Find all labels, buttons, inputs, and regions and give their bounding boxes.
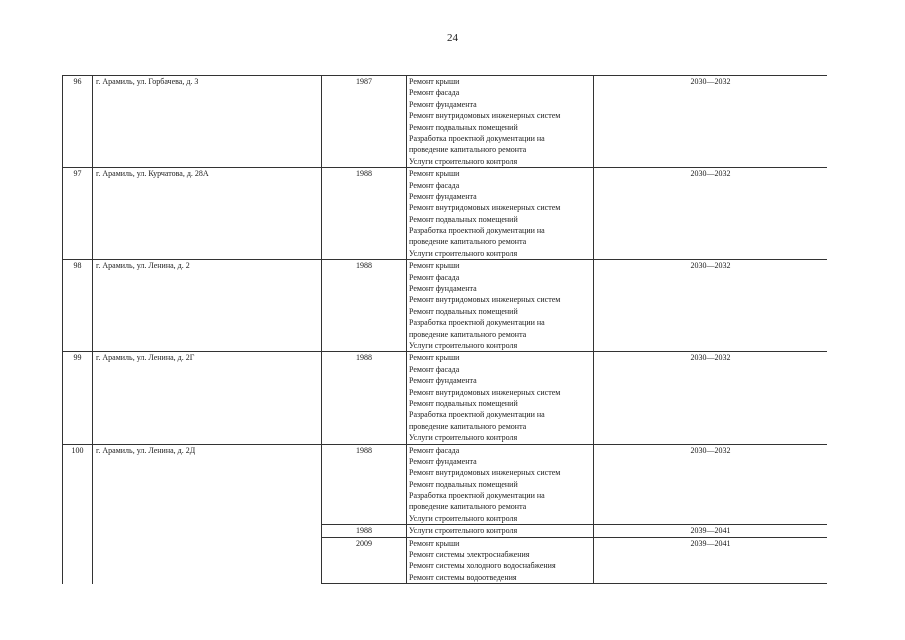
work-item: Ремонт крыши: [409, 538, 460, 548]
row-number: 97: [63, 168, 93, 260]
work-item: проведение капитального ремонта: [409, 329, 527, 339]
year-cell: 1987: [322, 76, 407, 168]
work-item: Ремонт внутридомовых инженерных систем: [409, 203, 561, 213]
work-item: Ремонт системы водоотведения: [409, 572, 517, 582]
work-item: проведение капитального ремонта: [409, 502, 527, 512]
year-cell: 1988: [322, 525, 407, 537]
works-cell: [407, 537, 594, 584]
work-item: Услуги строительного контроля: [409, 433, 518, 443]
address-cell: г. Арамиль, ул. Курчатова, д. 28А: [93, 168, 322, 260]
period-cell: 2030—2032: [594, 260, 828, 352]
work-item: Ремонт фундамента: [409, 191, 477, 201]
work-item: Ремонт внутридомовых инженерных систем: [409, 387, 561, 397]
works-cell: [407, 76, 594, 168]
table-row: [63, 260, 828, 352]
works-cell: [407, 525, 594, 537]
period-cell: 2030—2032: [594, 168, 828, 260]
row-number: 99: [63, 352, 93, 444]
year-cell: 1988: [322, 260, 407, 352]
work-item: Разработка проектной документации на: [409, 410, 545, 420]
work-item: Ремонт системы холодного водоснабжения: [409, 561, 556, 571]
work-item: Ремонт фасада: [409, 272, 460, 282]
works-cell: [407, 260, 594, 352]
work-item: Ремонт подвальных помещений: [409, 479, 518, 489]
work-item: Ремонт системы электроснабжения: [409, 550, 530, 560]
table-row: [63, 168, 828, 260]
work-item: проведение капитального ремонта: [409, 421, 527, 431]
works-cell: [407, 168, 594, 260]
year-cell: 2009: [322, 537, 407, 584]
period-cell: 2039—2041: [594, 525, 828, 537]
year-cell: 1988: [322, 444, 407, 525]
table-row: [63, 444, 828, 525]
work-item: Ремонт крыши: [409, 261, 460, 271]
work-item: Услуги строительного контроля: [409, 156, 518, 166]
work-item: Услуги строительного контроля: [409, 340, 518, 350]
work-item: Услуги строительного контроля: [409, 248, 518, 258]
works-cell: [407, 352, 594, 444]
work-item: Ремонт подвальных помещений: [409, 398, 518, 408]
address-cell: г. Арамиль, ул. Ленина, д. 2: [93, 260, 322, 352]
row-number: 98: [63, 260, 93, 352]
work-item: Ремонт фасада: [409, 88, 460, 98]
address-cell: г. Арамиль, ул. Ленина, д. 2Д: [93, 444, 322, 584]
work-item: Ремонт внутридомовых инженерных систем: [409, 295, 561, 305]
work-item: Ремонт фундамента: [409, 376, 477, 386]
work-item: Ремонт крыши: [409, 169, 460, 179]
address-cell: г. Арамиль, ул. Ленина, д. 2Г: [93, 352, 322, 444]
work-item: проведение капитального ремонта: [409, 145, 527, 155]
work-item: Ремонт подвальных помещений: [409, 122, 518, 132]
work-item: Услуги строительного контроля: [409, 513, 518, 523]
period-cell: 2030—2032: [594, 352, 828, 444]
work-item: Ремонт крыши: [409, 353, 460, 363]
work-item: Разработка проектной документации на: [409, 318, 545, 328]
work-item: Ремонт фасада: [409, 364, 460, 374]
table-row: [63, 352, 828, 444]
period-cell: 2039—2041: [594, 537, 828, 584]
address-cell: г. Арамиль, ул. Горбачева, д. 3: [93, 76, 322, 168]
work-item: Разработка проектной документации на: [409, 491, 545, 501]
work-item: Ремонт фундамента: [409, 456, 477, 466]
capital-repair-table: [62, 75, 827, 584]
year-cell: 1988: [322, 168, 407, 260]
table-row: [63, 76, 828, 168]
work-item: Разработка проектной документации на: [409, 226, 545, 236]
work-item: Ремонт фундамента: [409, 99, 477, 109]
work-item: Разработка проектной документации на: [409, 133, 545, 143]
work-item: Ремонт внутридомовых инженерных систем: [409, 111, 561, 121]
page-number: 24: [447, 32, 458, 44]
work-item: Ремонт подвальных помещений: [409, 214, 518, 224]
works-cell: [407, 444, 594, 525]
work-item: Ремонт подвальных помещений: [409, 306, 518, 316]
work-item: Ремонт фундамента: [409, 284, 477, 294]
work-item: Услуги строительного контроля: [409, 526, 518, 536]
row-number: 100: [63, 444, 93, 584]
work-item: проведение капитального ремонта: [409, 237, 527, 247]
work-item: Ремонт фасада: [409, 180, 460, 190]
work-item: Ремонт фасада: [409, 445, 460, 455]
capital-repair-table-wrapper: [62, 75, 827, 592]
year-cell: 1988: [322, 352, 407, 444]
work-item: Ремонт крыши: [409, 77, 460, 86]
period-cell: 2030—2032: [594, 444, 828, 525]
row-number: 96: [63, 76, 93, 168]
work-item: Ремонт внутридомовых инженерных систем: [409, 468, 561, 478]
period-cell: 2030—2032: [594, 76, 828, 168]
